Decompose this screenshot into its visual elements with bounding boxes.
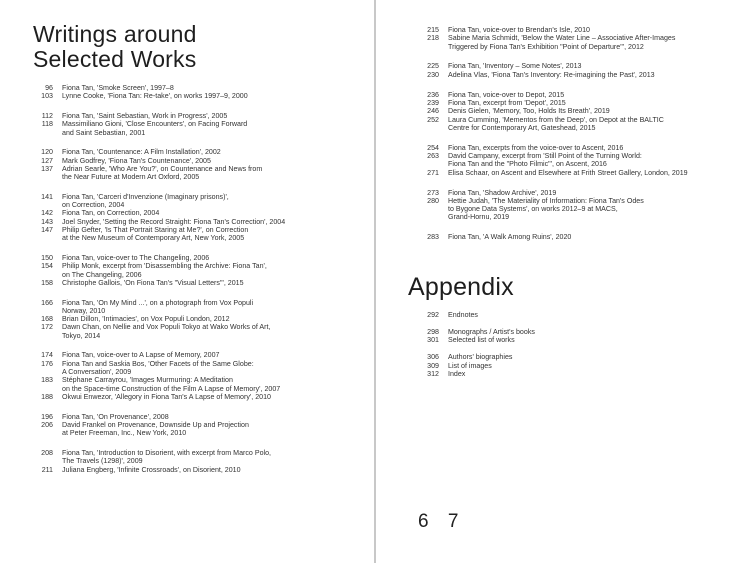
toc-entry-title: Fiona Tan, voice-over to The Changeling, 2006 bbox=[62, 254, 210, 263]
toc-page-number: 142 bbox=[41, 209, 53, 218]
toc-entry bbox=[376, 34, 750, 51]
toc-page-number: 137 bbox=[41, 164, 53, 173]
toc-entry bbox=[0, 120, 374, 137]
toc-page-number: 283 bbox=[427, 233, 439, 242]
toc-group bbox=[376, 311, 750, 319]
toc-entry bbox=[0, 299, 374, 316]
toc-entry bbox=[376, 233, 750, 241]
toc-entry bbox=[0, 279, 374, 287]
toc-entry-title: Laura Cumming, 'Mementos from the Deep', on Depot at the BALTIC Centre for Contemporary Art, Gateshead, 2015 bbox=[448, 115, 664, 132]
toc-entry bbox=[0, 360, 374, 377]
toc-entry-title: Philip Gefter, 'Is That Portrait Staring at Me?', on Correction at the New Museum of Contemporary Art, New York, 2005 bbox=[62, 226, 249, 243]
toc-page-number: 271 bbox=[427, 168, 439, 177]
toc-entry-title: Authors' biographies bbox=[448, 353, 513, 362]
toc-page-number: 174 bbox=[41, 351, 53, 360]
toc-entry-title: Fiona Tan, 'On My Mind ...', on a photograph from Vox Populi Norway, 2010 bbox=[62, 298, 254, 315]
toc-page-number: 263 bbox=[427, 152, 439, 161]
toc-entry bbox=[0, 351, 374, 359]
toc-page-number: 254 bbox=[427, 143, 439, 152]
toc-group bbox=[0, 254, 374, 287]
toc-entry bbox=[0, 148, 374, 156]
toc-page-number: 211 bbox=[41, 465, 53, 474]
toc-entry bbox=[0, 315, 374, 323]
toc-group bbox=[0, 193, 374, 243]
toc-entry-title: Fiona Tan, 'On Provenance', 2008 bbox=[62, 412, 169, 421]
toc-group bbox=[0, 299, 374, 340]
toc-entry bbox=[376, 144, 750, 152]
toc-entry-title: Juliana Engberg, 'Infinite Crossroads', on Disorient, 2010 bbox=[62, 465, 241, 474]
toc-page-number: 239 bbox=[427, 98, 439, 107]
toc-entry-title: Monographs / Artist's books bbox=[448, 327, 535, 336]
toc-entry bbox=[376, 26, 750, 34]
toc-group bbox=[376, 328, 750, 345]
toc-entry bbox=[0, 262, 374, 279]
toc-entry bbox=[376, 353, 750, 361]
toc-group bbox=[0, 449, 374, 474]
toc-entry-title: Dawn Chan, on Nellie and Vox Populi Tokyo at Wako Works of Art, Tokyo, 2014 bbox=[62, 323, 271, 340]
toc-page-number: 147 bbox=[41, 226, 53, 235]
toc-page-number: 143 bbox=[41, 217, 53, 226]
toc-page-number: 246 bbox=[427, 107, 439, 116]
toc-entry bbox=[376, 107, 750, 115]
toc-entry-title: Fiona Tan, 'Countenance: A Film Installation', 2002 bbox=[62, 148, 221, 157]
toc-page-number: 206 bbox=[41, 420, 53, 429]
toc-page-number: 176 bbox=[41, 359, 53, 368]
appendix-title: Appendix bbox=[408, 273, 514, 301]
toc-entry-title: Mark Godfrey, 'Fiona Tan's Countenance', 2005 bbox=[62, 156, 211, 165]
toc-entry-title: Philip Monk, excerpt from 'Disassembling the Archive: Fiona Tan', on The Changeling, 2006 bbox=[62, 262, 267, 279]
toc-entry bbox=[0, 254, 374, 262]
toc-page-number: 183 bbox=[41, 376, 53, 385]
toc-entry bbox=[0, 165, 374, 182]
toc-page-number: 141 bbox=[41, 192, 53, 201]
toc-page-number: 154 bbox=[41, 262, 53, 271]
toc-page-number: 215 bbox=[427, 26, 439, 34]
toc-entry-title: Fiona Tan, voice-over to A Lapse of Memory, 2007 bbox=[62, 351, 220, 360]
toc-page-number: 118 bbox=[41, 120, 53, 129]
toc-entry-title: David Frankel on Provenance, Downside Up and Projection at Peter Freeman, Inc., New York, 2010 bbox=[62, 420, 249, 438]
toc-page-number: 103 bbox=[41, 92, 53, 101]
toc-page-number: 208 bbox=[41, 448, 53, 457]
toc-entry bbox=[0, 323, 374, 340]
toc-entry-title: Sabine Maria Schmidt, 'Below the Water Line – Associative After-Images Triggered by Fiona Tan's Exhibition "Point of Departure"', 2012 bbox=[448, 34, 676, 51]
toc-group bbox=[376, 189, 750, 222]
toc-group bbox=[376, 353, 750, 378]
toc-entry bbox=[0, 84, 374, 92]
toc-entry bbox=[0, 393, 374, 401]
appendix-list bbox=[376, 311, 750, 378]
toc-page-number: 158 bbox=[41, 278, 53, 287]
toc-entry-title: Adelina Vlas, 'Fiona Tan's Inventory: Re-imagining the Past', 2013 bbox=[448, 70, 655, 79]
toc-list bbox=[0, 84, 374, 474]
toc-page-number: 225 bbox=[427, 62, 439, 71]
toc-entry-title: Fiona Tan, 'A Walk Among Ruins', 2020 bbox=[448, 233, 572, 242]
toc-group bbox=[0, 112, 374, 137]
toc-page-number: 218 bbox=[427, 34, 439, 43]
toc-entry bbox=[376, 197, 750, 222]
toc-entry bbox=[376, 328, 750, 336]
toc-group bbox=[0, 84, 374, 101]
toc-entry bbox=[0, 209, 374, 217]
toc-entry bbox=[0, 449, 374, 466]
toc-entry bbox=[0, 421, 374, 438]
toc-page-number: 196 bbox=[41, 412, 53, 421]
toc-list bbox=[376, 26, 750, 242]
toc-page-number: 230 bbox=[427, 70, 439, 79]
toc-entry-title: List of images bbox=[448, 361, 492, 370]
toc-entry bbox=[376, 152, 750, 169]
toc-group bbox=[0, 148, 374, 181]
toc-entry-title: Fiona Tan, voice-over to Depot, 2015 bbox=[448, 90, 565, 99]
toc-page-number: 252 bbox=[427, 115, 439, 124]
page-numbers: 6 7 bbox=[418, 511, 466, 532]
toc-group bbox=[376, 91, 750, 132]
toc-page-number: 172 bbox=[41, 323, 53, 332]
toc-entry bbox=[0, 157, 374, 165]
toc-entry-title: Fiona Tan, 'Inventory – Some Notes', 2013 bbox=[448, 62, 582, 71]
toc-entry bbox=[376, 189, 750, 197]
toc-page-number: 150 bbox=[41, 254, 53, 263]
left-page bbox=[0, 0, 374, 563]
toc-entry bbox=[376, 91, 750, 99]
toc-entry bbox=[0, 112, 374, 120]
toc-entry bbox=[0, 92, 374, 100]
toc-entry-title: Christophe Gallois, 'On Fiona Tan's "Visual Letters"', 2015 bbox=[62, 278, 244, 287]
toc-entry bbox=[376, 62, 750, 70]
toc-entry bbox=[376, 311, 750, 319]
toc-entry bbox=[376, 370, 750, 378]
toc-entry-title: Index bbox=[448, 369, 466, 378]
toc-entry-title: David Campany, excerpt from 'Still Point of the Turning World: Fiona Tan and the "Photo Filmic"', on Ascent, 2016 bbox=[448, 152, 642, 169]
toc-entry bbox=[0, 226, 374, 243]
toc-entry-title: Hettie Judah, 'The Materiality of Information: Fiona Tan's Odes to Bygone Data Systems', on works 2012–9 at MACS, Grand-Hornu, 2019 bbox=[448, 196, 644, 222]
toc-page-number: 273 bbox=[427, 188, 439, 197]
toc-entry-title: Brian Dillon, 'Intimacies', on Vox Populi London, 2012 bbox=[62, 315, 230, 324]
toc-entry-title: Fiona Tan, voice-over to Brendan's Isle, 2010 bbox=[448, 26, 590, 34]
toc-page-number: 301 bbox=[427, 336, 439, 345]
toc-entry bbox=[376, 99, 750, 107]
toc-entry-title: Okwui Enwezor, 'Allegory in Fiona Tan's A Lapse of Memory', 2010 bbox=[62, 392, 271, 401]
toc-page-number: 309 bbox=[427, 361, 439, 370]
toc-page-number: 188 bbox=[41, 392, 53, 401]
toc-page-number: 127 bbox=[41, 156, 53, 165]
toc-page-number: 280 bbox=[427, 196, 439, 205]
toc-page-number: 112 bbox=[41, 111, 53, 120]
toc-page-number: 236 bbox=[427, 90, 439, 99]
toc-group bbox=[0, 413, 374, 438]
section-title: Writings around Selected Works bbox=[33, 21, 197, 72]
toc-page-number: 96 bbox=[45, 84, 53, 92]
toc-entry bbox=[376, 336, 750, 344]
toc-entry bbox=[0, 413, 374, 421]
toc-entry-title: Fiona Tan, on Correction, 2004 bbox=[62, 209, 160, 218]
toc-group bbox=[376, 144, 750, 177]
toc-group bbox=[0, 351, 374, 401]
toc-entry-title: Fiona Tan, 'Introduction to Disorient, with excerpt from Marco Polo, The Travels (1298)', 2009 bbox=[62, 448, 272, 466]
toc-entry-title: Fiona Tan, 'Saint Sebastian, Work in Progress', 2005 bbox=[62, 111, 228, 120]
toc-entry bbox=[376, 362, 750, 370]
toc-entry-title: Denis Gielen, 'Memory, Too, Holds Its Breath', 2019 bbox=[448, 107, 610, 116]
toc-entry bbox=[376, 71, 750, 79]
toc-page-number: 166 bbox=[41, 298, 53, 307]
toc-entry bbox=[0, 218, 374, 226]
toc-entry-title: Fiona Tan and Saskia Bos, 'Other Facets of the Same Globe: A Conversation', 2009 bbox=[62, 359, 254, 377]
toc-entry-title: Fiona Tan, 'Carceri d'Invenzione (Imaginary prisons)', on Correction, 2004 bbox=[62, 192, 229, 210]
toc-entry-title: Fiona Tan, 'Smoke Screen', 1997–8 bbox=[62, 84, 174, 92]
toc-group bbox=[376, 26, 750, 51]
toc-entry bbox=[376, 116, 750, 133]
toc-entry-title: Elisa Schaar, on Ascent and Elsewhere at Frith Street Gallery, London, 2019 bbox=[448, 168, 688, 177]
toc-entry-title: Fiona Tan, excerpt from 'Depot', 2015 bbox=[448, 98, 566, 107]
toc-group bbox=[376, 62, 750, 79]
toc-page-number: 312 bbox=[427, 369, 439, 378]
toc-entry-title: Adrian Searle, 'Who Are You?', on Countenance and News from the Near Future at Modern Art Oxford, 2005 bbox=[62, 164, 263, 182]
toc-entry bbox=[0, 193, 374, 210]
toc-entry bbox=[0, 466, 374, 474]
toc-entry-title: Lynne Cooke, 'Fiona Tan: Re-take', on works 1997–9, 2000 bbox=[62, 92, 248, 101]
toc-entry bbox=[0, 376, 374, 393]
right-page bbox=[376, 0, 750, 563]
toc-entry bbox=[376, 169, 750, 177]
toc-group bbox=[376, 233, 750, 241]
toc-entry-title: Endnotes bbox=[448, 311, 478, 319]
toc-entry-title: Stéphane Carrayrou, 'Images Murmuring: A Meditation on the Space-time Construction of the Film A Lapse of Memory', 2007 bbox=[62, 376, 281, 393]
toc-entry-title: Massimiliano Gioni, 'Close Encounters', on Facing Forward and Saint Sebastian, 2001 bbox=[62, 120, 248, 137]
toc-page-number: 168 bbox=[41, 315, 53, 324]
toc-entry-title: Fiona Tan, excerpts from the voice-over to Ascent, 2016 bbox=[448, 143, 624, 152]
toc-page-number: 306 bbox=[427, 353, 439, 362]
toc-entry-title: Selected list of works bbox=[448, 336, 515, 345]
toc-entry-title: Fiona Tan, 'Shadow Archive', 2019 bbox=[448, 188, 557, 197]
toc-entry-title: Joel Snyder, 'Setting the Record Straight: Fiona Tan's Correction', 2004 bbox=[62, 217, 286, 226]
toc-page-number: 120 bbox=[41, 148, 53, 157]
toc-page-number: 298 bbox=[427, 327, 439, 336]
toc-page-number: 292 bbox=[427, 311, 439, 319]
